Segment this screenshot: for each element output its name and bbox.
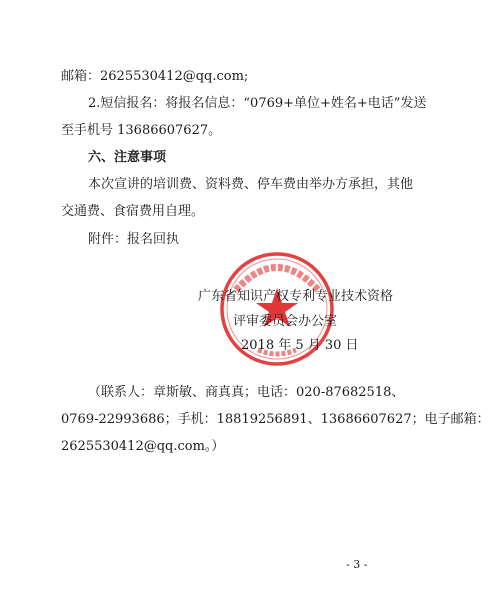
signature-org-line-2: 评审委员会办公室 [233,314,338,329]
signature-date: 2018 年 5 月 30 日 [241,338,359,353]
sms-line-1: 2.短信报名：将报名信息：“0769+单位+姓名+电话”发送 [88,96,427,111]
contact-line-3: 2625530412@qq.com。） [61,439,225,454]
section-title: 六、注意事项 [88,150,167,165]
contact-line-1: （联系人：章斯敏、商真真；电话：020-87682518、 [88,385,405,400]
signature-org-line-1: 广东省知识产权专利专业技术资格 [198,289,394,304]
contact-line-2: 0769-22993686；手机：18819256891、13686607627；电子邮箱： [61,412,490,427]
attachment-line: 附件：报名回执 [88,232,180,247]
email-line: 邮箱：2625530412@qq.com; [61,69,249,84]
notice-line-2: 交通费、食宿费用自理。 [61,204,205,219]
sms-line-2: 至手机号 13686607627。 [61,123,222,138]
notice-line-1: 本次宣讲的培训费、资料费、停车费由举办方承担，其他 [88,177,414,192]
page-number: - 3 - [346,558,368,571]
